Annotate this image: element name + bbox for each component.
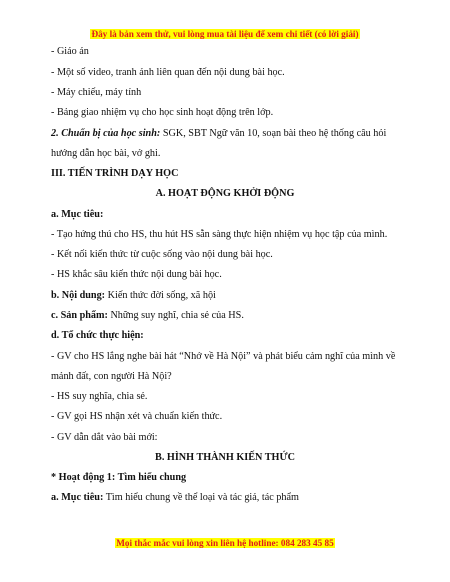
organization-item: - HS suy nghĩa, chia sẻ. [51, 391, 148, 402]
organization-item: - GV cho HS lắng nghe bài hát “Nhớ về Hà Nội” và phát biểu cảm nghĩ của mình về [51, 351, 396, 362]
student-prep-paragraph: 2. Chuẩn bị của học sinh: SGK, SBT Ngữ văn 10, soạn bài theo hệ thống câu hỏi [51, 128, 387, 139]
objective-line: a. Mục tiêu: Tìm hiểu chung về thể loại và tác giả, tác phẩm [51, 492, 299, 503]
organization-item-continuation: mảnh đất, con người Hà Nội? [51, 371, 172, 382]
material-item: - Giáo án [51, 46, 89, 57]
material-item: - Bảng giao nhiệm vụ cho học sinh hoạt động trên lớp. [51, 107, 274, 118]
organization-heading: d. Tổ chức thực hiện: [51, 330, 144, 341]
student-prep-continuation: hướng dẫn học bài, vở ghi. [51, 148, 161, 159]
material-item: - Máy chiếu, máy tính [51, 87, 142, 98]
activity-heading: B. HÌNH THÀNH KIẾN THỨC [155, 452, 295, 463]
hotline-banner: Mọi thắc mắc vui lòng xin liên hệ hotline: 084 283 45 85 [116, 538, 334, 548]
objective-item: - Tạo hứng thú cho HS, thu hút HS sẵn sàng thực hiện nhiệm vụ học tập của mình. [51, 229, 388, 240]
preview-notice-banner: Đây là bản xem thử, vui lòng mua tài liệu để xem chi tiết (có lời giải) [91, 29, 359, 39]
organization-item: - GV dẫn dắt vào bài mới: [51, 432, 158, 443]
activity-heading: A. HOẠT ĐỘNG KHỞI ĐỘNG [155, 188, 295, 199]
organization-item: - GV gọi HS nhận xét và chuẩn kiến thức. [51, 411, 223, 422]
objective-item: - Kết nối kiến thức từ cuộc sống vào nội dung bài học. [51, 249, 273, 260]
objective-item: - HS khắc sâu kiến thức nội dung bài học. [51, 269, 222, 280]
content-line: b. Nội dung: Kiến thức đời sống, xã hội [51, 290, 216, 301]
objective-heading: a. Mục tiêu: [51, 209, 104, 220]
material-item: - Một số video, tranh ảnh liên quan đến nội dung bài học. [51, 67, 285, 78]
product-line: c. Sản phẩm: Những suy nghĩ, chia sẻ của HS. [51, 310, 244, 321]
activity-1-heading: * Hoạt động 1: Tìm hiểu chung [51, 472, 187, 483]
section-heading: III. TIẾN TRÌNH DẠY HỌC [51, 168, 179, 179]
